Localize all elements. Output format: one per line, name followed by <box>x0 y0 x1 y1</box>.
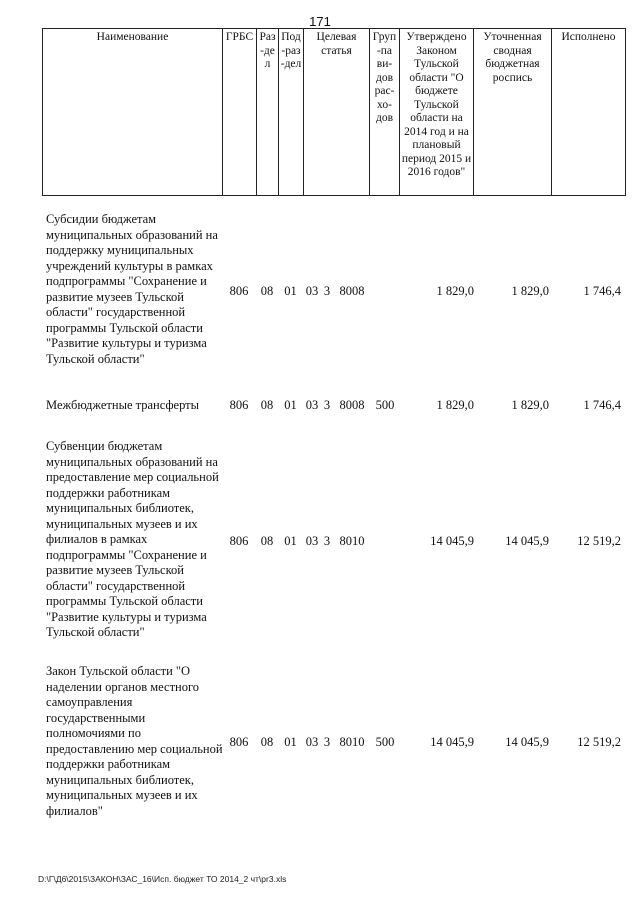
cell-utochnennaya: 14 045,9 <box>505 735 549 749</box>
header-razdel: Раз-дел <box>257 29 279 196</box>
header-utverzhdeno: Утверждено Законом Тульской области "О бюджете Тульской области на 2014 год и на плановый период 2015 и 2016 годов" <box>400 29 474 196</box>
file-path-footer: D:\Г\Д6\2015\ЗАКОН\ЗАС_16\Исп. бюджет ТО 2014_2 чт\pr3.xls <box>38 874 287 884</box>
header-tselevaya: Целевая статья <box>304 29 370 196</box>
cell-razdel: 08 <box>260 735 274 749</box>
cell-ts-program: 03 <box>305 284 319 298</box>
header-utochnennaya: Уточненная сводная бюджетная роспись <box>474 29 552 196</box>
cell-podrazdel: 01 <box>284 284 297 298</box>
cell-ts-subprogram: 3 <box>323 534 331 548</box>
cell-razdel: 08 <box>260 398 274 412</box>
header-grbs: ГРБС <box>223 29 257 196</box>
row-name: Межбюджетные трансферты <box>46 398 200 412</box>
cell-ispolneno: 12 519,2 <box>577 534 621 548</box>
cell-vid-rashodov: 500 <box>375 735 395 749</box>
cell-ts-code: 8008 <box>339 284 365 298</box>
page-number: 171 <box>309 14 331 29</box>
cell-grbs: 806 <box>229 534 249 548</box>
cell-ispolneno: 1 746,4 <box>583 284 621 298</box>
cell-grbs: 806 <box>229 735 249 749</box>
cell-ispolneno: 12 519,2 <box>577 735 621 749</box>
header-ispolneno: Исполнено <box>552 29 626 196</box>
column-header-table <box>42 28 626 196</box>
cell-utochnennaya: 14 045,9 <box>505 534 549 548</box>
header-gruppa: Груп-па ви-дов рас-хо-дов <box>370 29 400 196</box>
header-podrazdel: Под-раз-дел <box>279 29 304 196</box>
cell-utverzhdeno: 1 829,0 <box>436 284 474 298</box>
cell-utochnennaya: 1 829,0 <box>511 284 549 298</box>
cell-podrazdel: 01 <box>284 534 297 548</box>
cell-ts-code: 8010 <box>339 534 365 548</box>
cell-ts-program: 03 <box>305 398 319 412</box>
cell-utverzhdeno: 14 045,9 <box>430 735 474 749</box>
cell-ts-program: 03 <box>305 735 319 749</box>
header-name: Наименование <box>43 29 223 196</box>
cell-ts-subprogram: 3 <box>323 735 331 749</box>
cell-grbs: 806 <box>229 284 249 298</box>
cell-ts-subprogram: 3 <box>323 398 331 412</box>
cell-ts-code: 8008 <box>339 398 365 412</box>
cell-utverzhdeno: 14 045,9 <box>430 534 474 548</box>
cell-utverzhdeno: 1 829,0 <box>436 398 474 412</box>
row-name: Субсидии бюджетам муниципальных образований на поддержку муниципальных учреждений культуры в рамках подпрограммы "Сохранение и развитие музеев Тульской области" государственной программы Тульской области "Развитие культуры и туризма Тульской области" <box>46 212 218 366</box>
row-name: Закон Тульской области "О наделении органов местного самоуправления государственными полномочиями по предоставлению мер социальной поддержки работникам муниципальных библиотек, муниципальных музеев и их филиалов" <box>46 664 223 818</box>
cell-podrazdel: 01 <box>284 398 297 412</box>
cell-grbs: 806 <box>229 398 249 412</box>
row-name: Субвенции бюджетам муниципальных образований на предоставление мер социальной поддержки работникам муниципальных библиотек, муниципальных музеев и их филиалов в рамках подпрограммы "Сохранение и развитие музеев Тульской области" государственной программы Тульской области "Развитие культуры и туризма Тульской области" <box>46 439 219 639</box>
cell-ts-program: 03 <box>305 534 319 548</box>
cell-razdel: 08 <box>260 284 274 298</box>
cell-razdel: 08 <box>260 534 274 548</box>
cell-podrazdel: 01 <box>284 735 297 749</box>
cell-ts-code: 8010 <box>339 735 365 749</box>
cell-ispolneno: 1 746,4 <box>583 398 621 412</box>
cell-vid-rashodov: 500 <box>375 398 395 412</box>
cell-ts-subprogram: 3 <box>323 284 331 298</box>
cell-utochnennaya: 1 829,0 <box>511 398 549 412</box>
